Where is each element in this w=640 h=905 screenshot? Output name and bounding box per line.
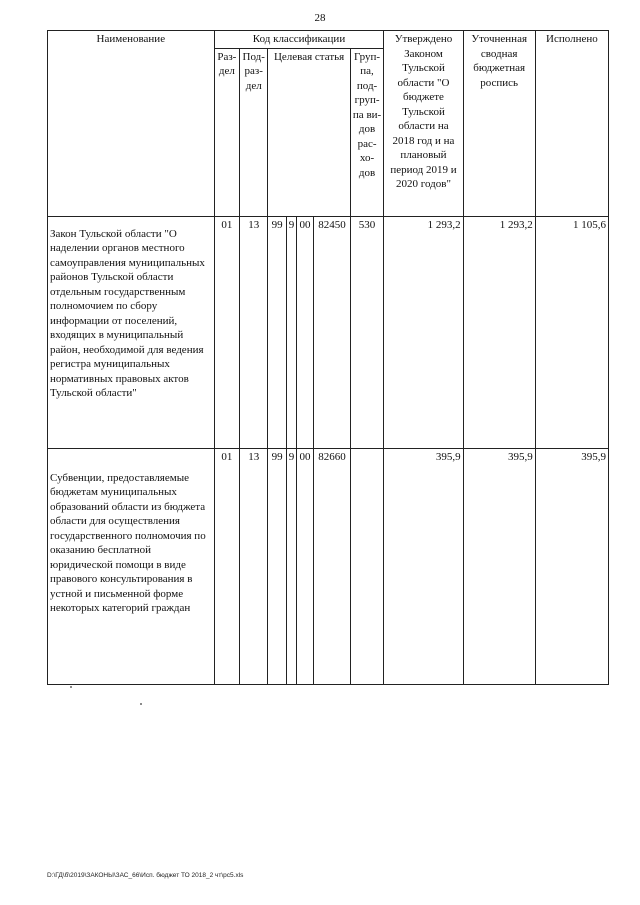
header-name: Наименование (48, 31, 215, 217)
header-approved: Утверждено Законом Тульской области "О бюджете Тульской области на 2018 год и на плановый период 2019 и 2020 годов" (384, 31, 463, 217)
row-subsection: 13 (240, 448, 268, 684)
row-approved: 1 293,2 (384, 216, 463, 448)
row-target-direction: 82660 (314, 448, 351, 684)
scan-speck (140, 703, 142, 705)
row-expense-group (350, 448, 384, 684)
row-target-subprogram: 9 (286, 448, 296, 684)
row-name: Закон Тульской области "О наделении органов местного самоуправления муниципальных районов Тульской области отдельным государственным полномочием по сбору информации от поселений, входящих в муниципальный район, необходимой для ведения регистра муниципальных нормативных правовых актов Тульской области" (48, 216, 215, 448)
row-approved: 395,9 (384, 448, 463, 684)
header-refined: Уточненная сводная бюджетная роспись (463, 31, 535, 217)
row-target-program: 99 (268, 216, 286, 448)
row-target-program: 99 (268, 448, 286, 684)
row-executed: 395,9 (535, 448, 608, 684)
scan-speck (70, 686, 72, 688)
header-subsection: Под- раз- дел (240, 48, 268, 216)
row-subsection: 13 (240, 216, 268, 448)
row-name: Субвенции, предоставляемые бюджетам муниципальных образований области из бюджета области для осуществления государственного полномочия по оказанию бесплатной юридической помощи в виде правового консультирования в устной и письменной форме некоторых категорий граждан (48, 448, 215, 684)
row-section: 01 (214, 216, 239, 448)
table-row (48, 216, 609, 448)
table-row (48, 448, 609, 684)
header-section: Раз- дел (214, 48, 239, 216)
header-target-article: Целевая статья (268, 48, 350, 216)
header-expense-group: Груп- па, под- груп- па ви- дов рас- хо- дов (350, 48, 384, 216)
footer-file-path: D:\ГД\б\2019\ЗАКОНЫ\ЗАС_66\Исп. бюджет ТО 2018_2 чт\рс5.xls (47, 872, 244, 879)
header-classification-code: Код классификации (214, 31, 384, 49)
row-expense-group: 530 (350, 216, 384, 448)
budget-table (47, 30, 609, 685)
row-refined: 395,9 (463, 448, 535, 684)
row-target-subprogram: 9 (286, 216, 296, 448)
row-target-event: 00 (296, 448, 313, 684)
row-executed: 1 105,6 (535, 216, 608, 448)
row-target-direction: 82450 (314, 216, 351, 448)
header-executed: Исполнено (535, 31, 608, 217)
row-section: 01 (214, 448, 239, 684)
row-target-event: 00 (296, 216, 313, 448)
row-refined: 1 293,2 (463, 216, 535, 448)
page-number: 28 (314, 12, 326, 24)
